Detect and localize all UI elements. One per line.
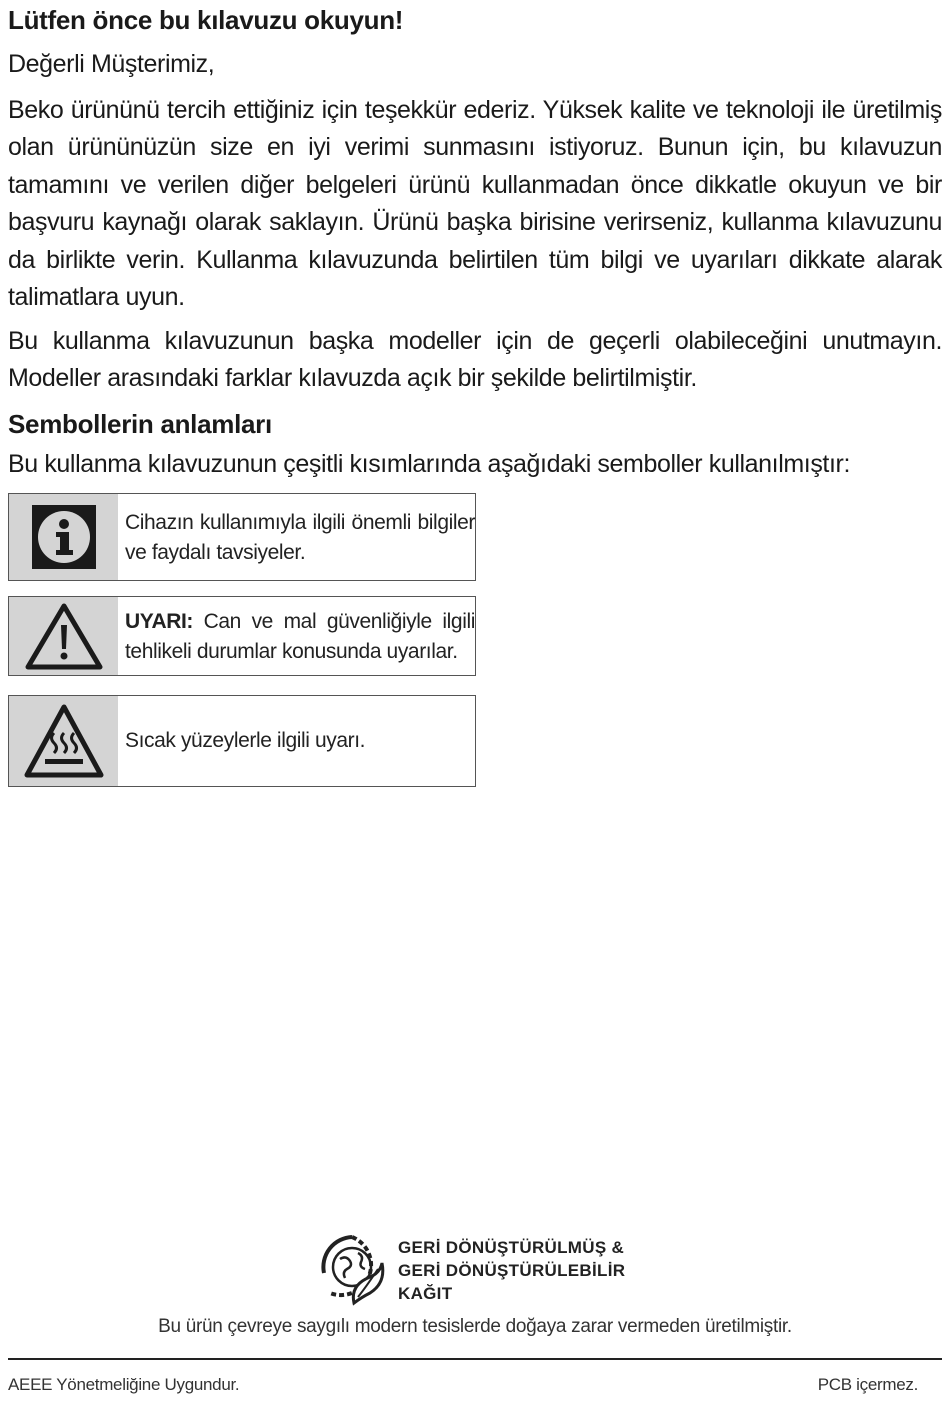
- footer-aeee-compliance: AEEE Yönetmeliğine Uygundur.: [8, 1375, 240, 1394]
- warning-description: Can ve mal güvenliğiyle ilgili tehlikeli durumlar konusunda uyarılar.: [125, 610, 476, 663]
- section-intro: Bu kullanma kılavuzunun çeşitli kısımlarında aşağıdaki semboller kullanılmıştır:: [8, 449, 850, 478]
- info-icon: [9, 494, 118, 580]
- recycled-paper-globe-icon: [318, 1231, 386, 1309]
- salutation: Değerli Müşterimiz,: [8, 50, 215, 78]
- section-title: Sembollerin anlamları: [8, 408, 272, 439]
- symbol-row-info: [8, 493, 476, 581]
- recycle-line-2: GERİ DÖNÜŞTÜRÜLEBİLİR: [398, 1260, 626, 1280]
- recycled-paper-badge: [318, 1230, 638, 1310]
- symbol-text-warning: [118, 597, 475, 675]
- symbol-row-hot-surface: [8, 695, 476, 787]
- intro-paragraph: Beko ürününü tercih ettiğiniz için teşekkür ederiz. Yüksek kalite ve teknoloji ile üretilmiş olan ürününüzün size en iyi verimi sunmasını istiyoruz. Bunun için, bu kılavuzun tamamını ve verilen diğer belgeleri ürünü kullanmadan önce dikkatle okuyun ve bir başvuru kaynağı olarak saklayın. Ürünü başka birisine verirseniz, kullanma kılavuzunu da birlikte verin. Kullanma kılavuzunda belirtilen tüm bilgi ve uyarıları dikkate alarak talimatlara uyun.: [8, 95, 942, 311]
- models-paragraph: Bu kullanma kılavuzunun başka modeller için de geçerli olabileceğini unutmayın. Modeller arasındaki farklar kılavuzda açık bir şekilde belirtilmiştir.: [8, 326, 942, 392]
- warning-label: UYARI:: [125, 610, 194, 633]
- recycle-line-3: KAĞIT: [398, 1283, 453, 1303]
- recycle-line-1: GERİ DÖNÜŞTÜRÜLMÜŞ &: [398, 1237, 625, 1257]
- page-heading: Lütfen önce bu kılavuzu okuyun!: [8, 5, 404, 35]
- symbol-text-info: Cihazın kullanımıyla ilgili önemli bilgiler ve faydalı tavsiyeler.: [125, 511, 475, 564]
- warning-icon: [9, 597, 118, 675]
- eco-statement: Bu ürün çevreye saygılı modern tesislerde doğaya zarar vermeden üretilmiştir.: [158, 1316, 792, 1337]
- footer-divider: [8, 1358, 942, 1360]
- symbol-text-hot-surface: Sıcak yüzeylerle ilgili uyarı.: [125, 729, 366, 752]
- document-body: [8, 0, 942, 483]
- recycle-label: [398, 1236, 625, 1305]
- footer-pcb-statement: PCB içermez.: [817, 1375, 918, 1394]
- symbol-row-warning: [8, 596, 476, 676]
- hot-surface-icon: [9, 696, 118, 786]
